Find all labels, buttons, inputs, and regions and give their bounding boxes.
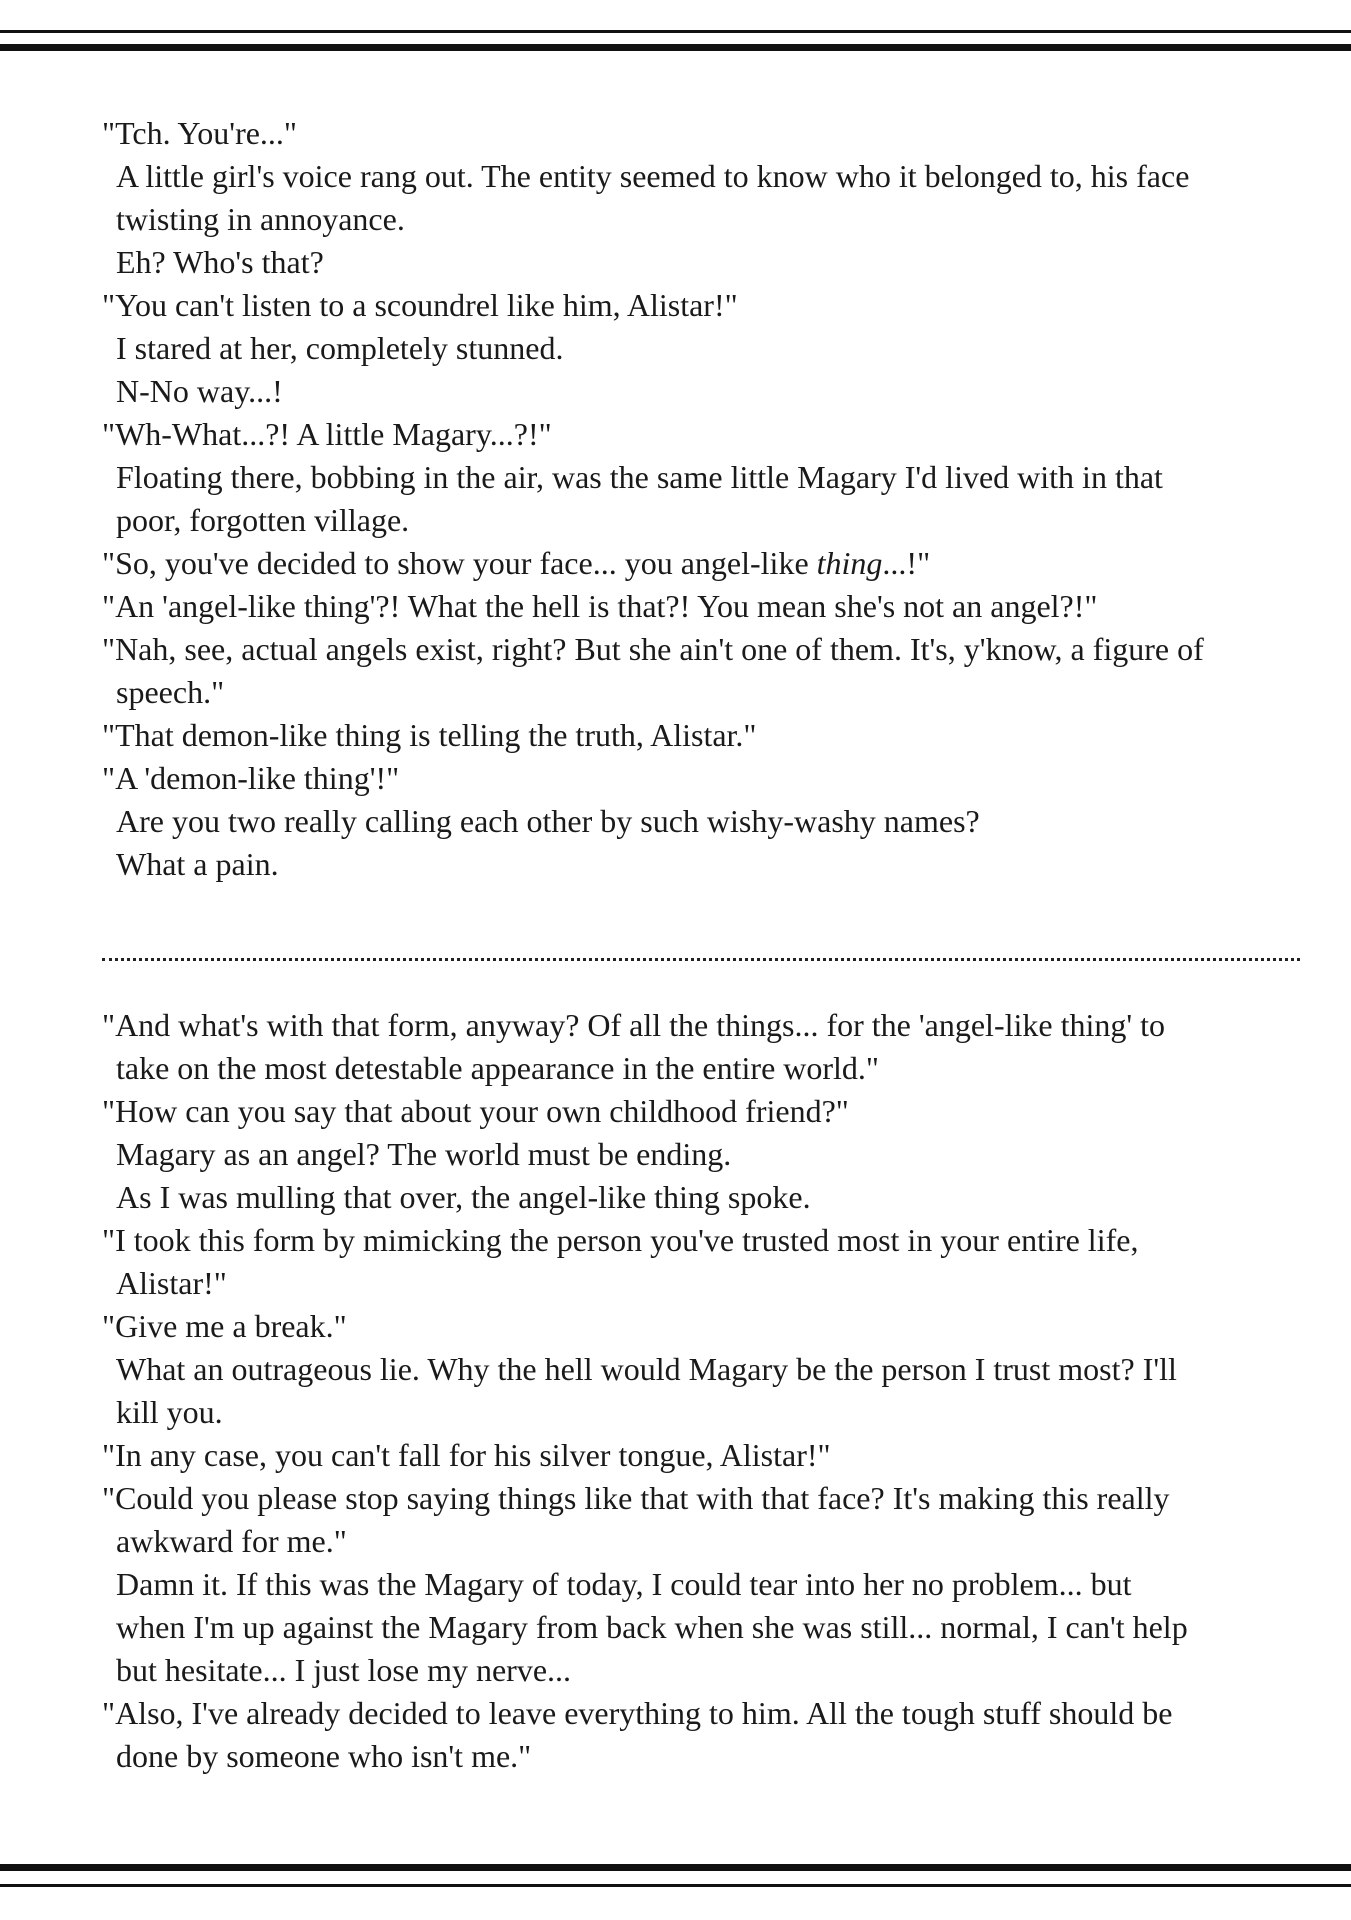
top-rule-thick (0, 44, 1351, 51)
text-line: take on the most detestable appearance in the entire world." (116, 1050, 879, 1086)
text-section-2 (102, 1004, 1302, 1778)
text-line: "Could you please stop saying things like that with that face? It's making this really (102, 1480, 1170, 1516)
text-section-1 (102, 112, 1302, 886)
text-line: but hesitate... I just lose my nerve... (116, 1652, 572, 1688)
bottom-rule-thick (0, 1864, 1351, 1871)
bottom-rule-thin (0, 1884, 1351, 1887)
text-line: awkward for me." (116, 1523, 347, 1559)
text-line: "I took this form by mimicking the person you've trusted most in your entire life, (102, 1222, 1139, 1258)
text-line: A little girl's voice rang out. The entity seemed to know who it belonged to, his face (116, 158, 1190, 194)
text-line: "You can't listen to a scoundrel like him, Alistar!" (102, 287, 738, 323)
text-line: when I'm up against the Magary from back when she was still... normal, I can't help (116, 1609, 1188, 1645)
text-line: "A 'demon-like thing'!" (102, 760, 400, 796)
text-line: done by someone who isn't me." (116, 1738, 532, 1774)
text-line: What a pain. (116, 846, 279, 882)
text-line: twisting in annoyance. (116, 201, 405, 237)
text-line: "Also, I've already decided to leave everything to him. All the tough stuff should be (102, 1695, 1173, 1731)
text-line: "That demon-like thing is telling the truth, Alistar." (102, 717, 757, 753)
text-line: "Wh-What...?! A little Magary...?!" (102, 416, 552, 452)
text-line: poor, forgotten village. (116, 502, 410, 538)
text-line: Alistar!" (116, 1265, 227, 1301)
text-line: "Nah, see, actual angels exist, right? But she ain't one of them. It's, y'know, a figure of (102, 631, 1204, 667)
text-line: "Tch. You're..." (102, 115, 297, 151)
text-line: "And what's with that form, anyway? Of all the things... for the 'angel-like thing' to (102, 1007, 1166, 1043)
text-line: Are you two really calling each other by such wishy-washy names? (116, 803, 980, 839)
text-line: I stared at her, completely stunned. (116, 330, 564, 366)
text-line: "Give me a break." (102, 1308, 347, 1344)
section-divider (102, 958, 1300, 961)
text-line: N-No way...! (116, 373, 283, 409)
text-line: As I was mulling that over, the angel-like thing spoke. (116, 1179, 811, 1215)
top-rule-thin (0, 30, 1351, 33)
text-line: Damn it. If this was the Magary of today, I could tear into her no problem... but (116, 1566, 1132, 1602)
text-line: Eh? Who's that? (116, 244, 324, 280)
text-line: kill you. (116, 1394, 223, 1430)
text-line: "An 'angel-like thing'?! What the hell is that?! You mean she's not an angel?!" (102, 588, 1098, 624)
text-line: "So, you've decided to show your face... you angel-like thing...!" (102, 545, 931, 581)
text-line: speech." (116, 674, 225, 710)
text-line: Floating there, bobbing in the air, was the same little Magary I'd lived with in that (116, 459, 1163, 495)
text-line: "How can you say that about your own childhood friend?" (102, 1093, 849, 1129)
text-line: What an outrageous lie. Why the hell would Magary be the person I trust most? I'll (116, 1351, 1177, 1387)
text-line: Magary as an angel? The world must be ending. (116, 1136, 732, 1172)
text-line: "In any case, you can't fall for his silver tongue, Alistar!" (102, 1437, 831, 1473)
